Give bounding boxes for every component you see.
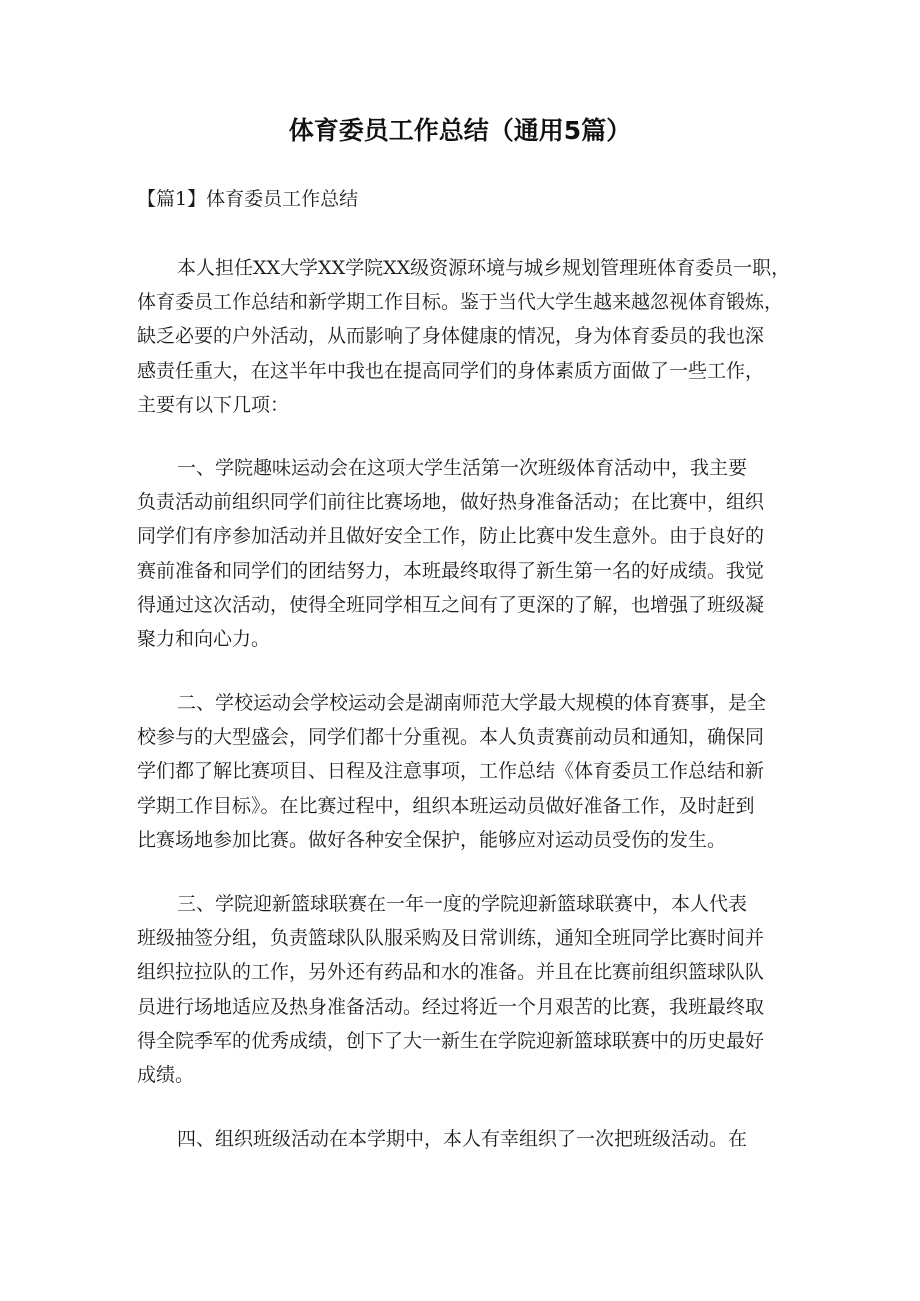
- paragraph-line: 学期工作目标》。在比赛过程中，组织本班运动员做好准备工作，及时赶到: [137, 794, 755, 817]
- paragraph-line: 得全院季军的优秀成绩，创下了大一新生在学院迎新篮球联赛中的历史最好: [137, 1029, 765, 1052]
- paragraph-line: 成绩。: [137, 1063, 195, 1086]
- paragraph-line: 二、学校运动会学校运动会是湖南师范大学最大规模的体育赛事，是全: [177, 692, 767, 714]
- paragraph-line: 赛前准备和同学们的团结努力，本班最终取得了新生第一名的好成绩。我觉: [137, 559, 765, 582]
- paragraph-line: 同学们有序参加活动并且做好安全工作，防止比赛中发生意外。由于良好的: [137, 525, 765, 548]
- paragraph-line: 三、学院迎新篮球联赛在一年一度的学院迎新篮球联赛中，本人代表: [177, 893, 748, 915]
- paragraph-line: 负责活动前组织同学们前往比赛场地，做好热身准备活动；在比赛中，组织: [137, 491, 765, 514]
- document-title: 体育委员工作总结（通用5篇）: [288, 116, 632, 145]
- paragraph-item-2: [137, 686, 797, 857]
- paragraph-line: 校参与的大型盛会，同学们都十分重视。本人负责赛前动员和通知，确保同: [137, 726, 765, 749]
- paragraph-line: 一、学院趣味运动会在这项大学生活第一次班级体育活动中，我主要: [177, 457, 748, 479]
- section-heading: 【篇1】体育委员工作总结: [137, 188, 359, 210]
- paragraph-line: 感责任重大，在这半年中我也在提高同学们的身体素质方面做了一些工作，: [137, 359, 765, 382]
- paragraph-item-3: [137, 887, 797, 1092]
- paragraph-line: 本人担任XX大学XX学院XX级资源环境与城乡规划管理班体育委员一职，: [177, 257, 791, 279]
- paragraph-line: 四、组织班级活动在本学期中，本人有幸组织了一次把班级活动。在: [177, 1128, 748, 1150]
- paragraph-line: 体育委员工作总结和新学期工作目标。鉴于当代大学生越来越忽视体育锻炼，: [137, 291, 784, 314]
- paragraph-item-4: [137, 1122, 797, 1156]
- paragraph-line: 比赛场地参加比赛。做好各种安全保护，能够应对运动员受伤的发生。: [137, 828, 727, 851]
- paragraph-intro: [137, 251, 797, 422]
- paragraph-line: 缺乏必要的户外活动，从而影响了身体健康的情况，身为体育委员的我也深: [137, 325, 765, 348]
- paragraph-line: 组织拉拉队的工作，另外还有药品和水的准备。并且在比赛前组织篮球队队: [137, 961, 765, 984]
- paragraph-line: 主要有以下几项：: [137, 393, 290, 416]
- paragraph-item-1: [137, 451, 797, 656]
- paragraph-line: 学们都了解比赛项目、日程及注意事项，工作总结《体育委员工作总结和新: [137, 760, 765, 783]
- paragraph-line: 员进行场地适应及热身准备活动。经过将近一个月艰苦的比赛，我班最终取: [137, 995, 765, 1018]
- paragraph-line: 班级抽签分组，负责篮球队队服采购及日常训练，通知全班同学比赛时间并: [137, 927, 765, 950]
- paragraph-line: 聚力和向心力。: [137, 627, 271, 650]
- paragraph-line: 得通过这次活动，使得全班同学相互之间有了更深的了解，也增强了班级凝: [137, 593, 765, 616]
